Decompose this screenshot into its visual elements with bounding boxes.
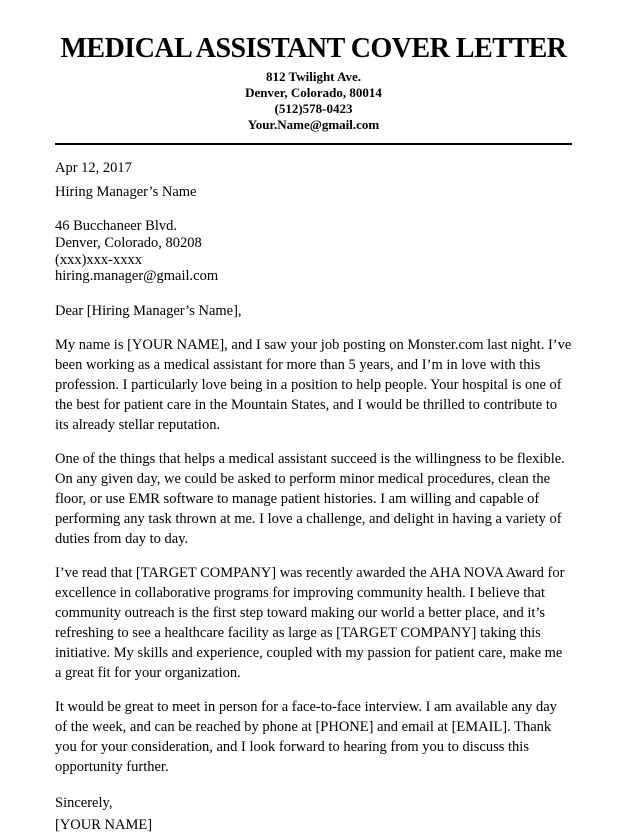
recipient-address-block bbox=[55, 218, 572, 285]
body-paragraph-1: My name is [YOUR NAME], and I saw your job posting on Monster.com last night. I’ve been working as a medical assistant for more than 5 years, and I’m in love with this profession. I particularly love being in a position to help people. Your hospital is one of the best for patient care in the Mountain States, and I would be thrilled to contribute to its already stellar reputation. bbox=[55, 337, 572, 434]
page-title: MEDICAL ASSISTANT COVER LETTER bbox=[60, 33, 567, 64]
recipient-phone: (xxx)xxx-xxxx bbox=[55, 251, 142, 268]
recipient-email: hiring.manager@gmail.com bbox=[55, 268, 219, 285]
header-divider bbox=[55, 143, 572, 145]
letter-date: Apr 12, 2017 bbox=[55, 160, 132, 177]
sender-contact-block bbox=[55, 69, 572, 133]
salutation: Dear [Hiring Manager’s Name], bbox=[55, 303, 242, 320]
body-paragraph-2: One of the things that helps a medical assistant succeed is the willingness to be flexible. On any given day, we could be asked to perform minor medical procedures, clean the floor, or use EMR software to manage patient histories. I am willing and capable of performing any task thrown at me. I love a challenge, and delight in having a variety of duties from day to day. bbox=[55, 451, 565, 548]
sender-phone: (512)578-0423 bbox=[274, 101, 353, 117]
recipient-name: Hiring Manager’s Name bbox=[55, 184, 197, 201]
recipient-street: 46 Bucchaneer Blvd. bbox=[55, 218, 178, 235]
closing: Sincerely, bbox=[55, 795, 113, 812]
signature: [YOUR NAME] bbox=[55, 817, 153, 834]
sender-city: Denver, Colorado, 80014 bbox=[245, 85, 382, 101]
body-paragraph-4: It would be great to meet in person for a face-to-face interview. I am available any day of the week, and can be reached by phone at [PHONE] and email at [EMAIL]. Thank you for your consideration, and I look forward to hearing from you to discuss this opportunity further. bbox=[55, 699, 557, 776]
letter-body bbox=[55, 158, 572, 835]
recipient-city: Denver, Colorado, 80208 bbox=[55, 235, 202, 252]
sender-street: 812 Twilight Ave. bbox=[266, 69, 361, 85]
sender-email: Your.Name@gmail.com bbox=[247, 117, 380, 133]
body-paragraph-3: I’ve read that [TARGET COMPANY] was recently awarded the AHA NOVA Award for excellence in collaborative programs for improving community health. I believe that community outreach is the first step toward making our world a better place, and it’s refreshing to see a healthcare facility as large as [TARGET COMPANY] taking this initiative. My skills and experience, coupled with my passion for patient care, make me a great fit for your organization. bbox=[55, 565, 565, 682]
